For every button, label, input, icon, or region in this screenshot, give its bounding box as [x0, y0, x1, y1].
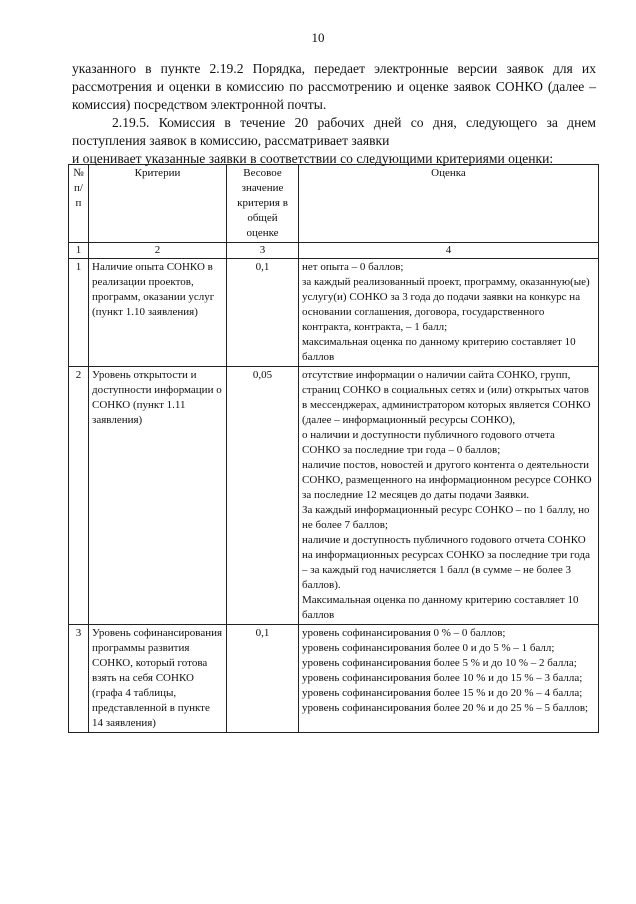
column-numbering-row: [69, 243, 599, 259]
paragraph-2-19-5-first: 2.19.5. Комиссия в течение 20 рабочих дней со дня, следующего за днем поступления заявок в комиссию, рассматривает заявки: [72, 115, 596, 148]
evaluation-line: уровень софинансирования 0 % – 0 баллов;: [302, 627, 506, 639]
criterion-weight: 0,1: [227, 259, 299, 367]
column-number: 3: [227, 243, 299, 259]
header-weight: Весовое значение критерия в общей оценке: [227, 165, 299, 243]
evaluation-cell: [299, 367, 599, 625]
evaluation-line: уровень софинансирования более 15 % и до 20 % – 4 балла;: [302, 687, 583, 699]
evaluation-line: максимальная оценка по данному критерию составляет 10 баллов: [302, 336, 576, 363]
criterion-text: Уровень софинансирования программы развития СОНКО, который готова взять на себя СОНКО (графа 4 таблицы, представленной в пункте 14 заявления): [89, 625, 227, 733]
header-num: № п/п: [69, 165, 89, 243]
evaluation-line: о наличии и доступности публичного годового отчета СОНКО за последние три года – 0 баллов;: [302, 429, 555, 456]
row-number: 3: [69, 625, 89, 733]
row-number: 2: [69, 367, 89, 625]
paragraph-continuation: указанного в пункте 2.19.2 Порядка, передает электронные версии заявок для их рассмотрения и оценки в комиссию по рассмотрению и оценке заявок СОНКО (далее – комиссия) посредством электронной почты.: [72, 61, 596, 112]
column-number: 4: [299, 243, 599, 259]
criteria-table: [68, 164, 599, 733]
evaluation-line: За каждый информационный ресурс СОНКО – по 1 баллу, но не более 7 баллов;: [302, 504, 590, 531]
table-row: [69, 259, 599, 367]
evaluation-cell: [299, 625, 599, 733]
evaluation-line: наличие и доступность публичного годового отчета СОНКО на информационных ресурсах СОНКО за последние три года – за каждый год начисляется 1 балл (в сумме – не более 3 баллов).: [302, 534, 590, 591]
evaluation-line: уровень софинансирования более 5 % и до 10 % – 2 балла;: [302, 657, 577, 669]
header-criteria: Критерии: [89, 165, 227, 243]
criterion-weight: 0,05: [227, 367, 299, 625]
table-header-row: [69, 165, 599, 243]
page-number: 10: [311, 30, 325, 45]
paragraph-2-19-5-rest: и оценивает указанные заявки в соответствии со следующими критериями оценки:: [72, 151, 554, 166]
criterion-weight: 0,1: [227, 625, 299, 733]
row-number: 1: [69, 259, 89, 367]
evaluation-line: наличие постов, новостей и другого контента о деятельности СОНКО, размещенного на информационном ресурсе СОНКО за последние 12 месяцев до даты подачи Заявки.: [302, 459, 592, 501]
criterion-text: Наличие опыта СОНКО в реализации проектов, программ, оказании услуг (пункт 1.10 заявления): [89, 259, 227, 367]
evaluation-line: Максимальная оценка по данному критерию составляет 10 баллов: [302, 594, 579, 621]
evaluation-cell: [299, 259, 599, 367]
column-number: 1: [69, 243, 89, 259]
evaluation-line: отсутствие информации о наличии сайта СОНКО, групп, страниц СОНКО в социальных сетях и (или) открытых чатов в мессенджерах, администратором которых является СОНКО (далее – информационный ресурсы СОНКО),: [302, 369, 591, 426]
evaluation-line: уровень софинансирования более 0 и до 5 % – 1 балл;: [302, 642, 555, 654]
evaluation-line: уровень софинансирования более 10 % и до 15 % – 3 балла;: [302, 672, 583, 684]
header-evaluation: Оценка: [299, 165, 599, 243]
evaluation-line: уровень софинансирования более 20 % и до 25 % – 5 баллов;: [302, 702, 589, 714]
table-row: [69, 625, 599, 733]
evaluation-line: за каждый реализованный проект, программу, оказанную(ые) услугу(и) СОНКО за 3 года до подачи заявки на конкурс на основании соглашения, договора, государственного контракта, контракта, – 1 балл;: [302, 276, 590, 333]
table-row: [69, 367, 599, 625]
evaluation-line: нет опыта – 0 баллов;: [302, 261, 404, 273]
paragraph-2-19-5: [72, 114, 596, 168]
column-number: 2: [89, 243, 227, 259]
criterion-text: Уровень открытости и доступности информации о СОНКО (пункт 1.11 заявления): [89, 367, 227, 625]
